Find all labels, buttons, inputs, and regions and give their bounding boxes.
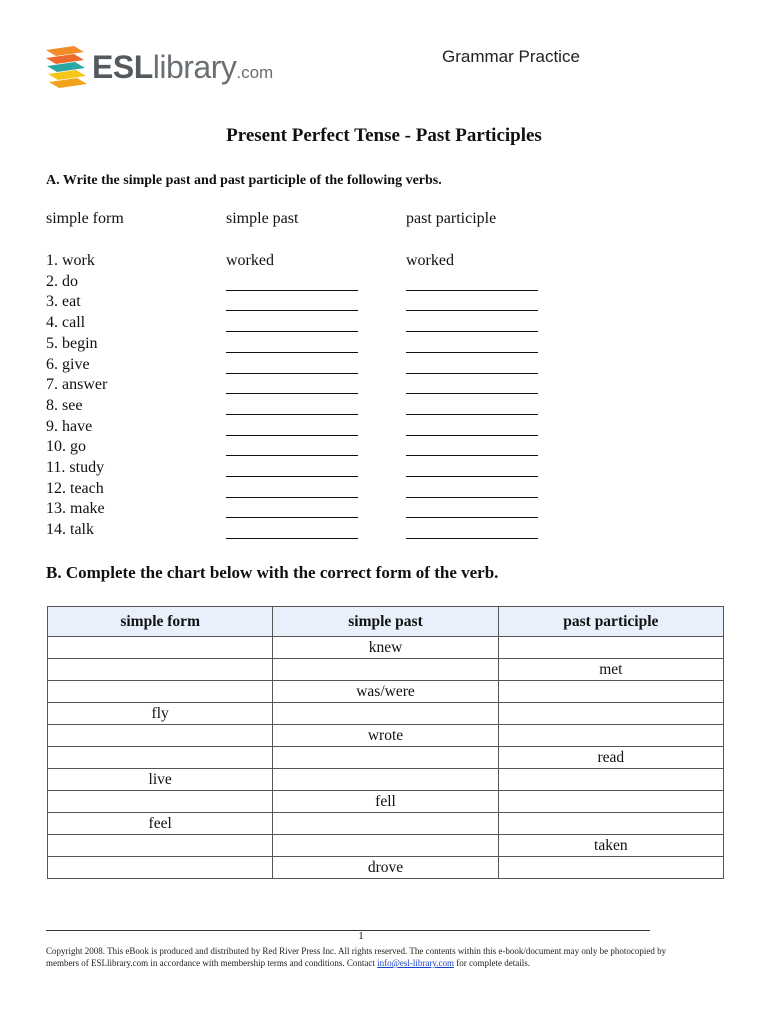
blank-simple-past[interactable]	[226, 310, 358, 311]
verb-item: 12. teach	[46, 479, 104, 497]
cell-simple-form[interactable]	[48, 747, 273, 769]
cell-simple-past: knew	[273, 637, 498, 659]
page-title: Present Perfect Tense - Past Participles	[226, 125, 542, 146]
cell-past-participle[interactable]	[498, 703, 723, 725]
blank-past-participle[interactable]	[406, 435, 538, 436]
blank-past-participle[interactable]	[406, 538, 538, 539]
blank-simple-past[interactable]	[226, 476, 358, 477]
cell-simple-form[interactable]	[48, 857, 273, 879]
verb-item: 5. begin	[46, 334, 98, 352]
table-row	[48, 703, 724, 725]
cell-past-participle: taken	[498, 835, 723, 857]
section-b-heading: B. Complete the chart below with the correct form of the verb.	[46, 563, 499, 582]
verb-item: 3. eat	[46, 293, 81, 311]
cell-past-participle[interactable]	[498, 725, 723, 747]
verb-item: 10. go	[46, 438, 86, 456]
verb-item: 6. give	[46, 355, 90, 373]
cell-simple-past[interactable]	[273, 703, 498, 725]
cell-simple-form[interactable]	[48, 681, 273, 703]
cell-simple-past[interactable]	[273, 659, 498, 681]
blank-past-participle[interactable]	[406, 455, 538, 456]
blank-simple-past[interactable]	[226, 497, 358, 498]
chart-header-past-participle: past participle	[498, 607, 723, 637]
verb-item: 14. talk	[46, 521, 94, 539]
cell-simple-past[interactable]	[273, 769, 498, 791]
verb-item: 11. study	[46, 459, 105, 476]
cell-past-participle[interactable]	[498, 791, 723, 813]
cell-past-participle: met	[498, 659, 723, 681]
cell-simple-form[interactable]	[48, 791, 273, 813]
cell-simple-form[interactable]	[48, 659, 273, 681]
blank-past-participle[interactable]	[406, 331, 538, 332]
copyright-text-end: for complete details.	[454, 958, 530, 968]
blank-simple-past[interactable]	[226, 373, 358, 374]
blank-past-participle[interactable]	[406, 310, 538, 311]
logo-wordmark	[92, 44, 273, 96]
copyright-text: Copyright 2008. This eBook is produced and distributed by Red River Press Inc. All rights reserved. The contents within this e-book/document may only be photocopied by members of ESLlibrary.com in accordance with membership terms and conditions. Contact	[46, 946, 667, 968]
verb-chart	[47, 606, 724, 879]
verb-item: 7. answer	[46, 376, 108, 394]
blank-simple-past[interactable]	[226, 455, 358, 456]
verb-item: 1. work	[46, 252, 95, 269]
table-row	[48, 769, 724, 791]
cell-simple-past: was/were	[273, 681, 498, 703]
col-past-participle: past participle	[406, 210, 497, 227]
blank-simple-past[interactable]	[226, 352, 358, 353]
blank-past-participle[interactable]	[406, 476, 538, 477]
verb-item: 2. do	[46, 272, 78, 290]
blank-simple-past[interactable]	[226, 538, 358, 539]
cell-simple-past: wrote	[273, 725, 498, 747]
answer-past-participle: worked	[406, 252, 454, 269]
table-row	[48, 835, 724, 857]
logo-books-icon	[44, 44, 92, 90]
blank-simple-past[interactable]	[226, 435, 358, 436]
cell-past-participle: read	[498, 747, 723, 769]
blank-simple-past[interactable]	[226, 331, 358, 332]
page-number: 1	[358, 930, 364, 942]
blank-past-participle[interactable]	[406, 414, 538, 415]
cell-simple-past: drove	[273, 857, 498, 879]
chart-header-simple-past: simple past	[273, 607, 498, 637]
verb-item: 8. see	[46, 396, 83, 414]
verb-item: 13. make	[46, 500, 105, 518]
logo-esl: ESL	[92, 49, 153, 85]
logo-library: library	[152, 49, 237, 85]
blank-simple-past[interactable]	[226, 517, 358, 518]
cell-simple-form[interactable]	[48, 725, 273, 747]
blank-simple-past[interactable]	[226, 414, 358, 415]
blank-simple-past[interactable]	[226, 393, 358, 394]
cell-simple-form: fly	[48, 703, 273, 725]
cell-simple-past[interactable]	[273, 747, 498, 769]
blank-past-participle[interactable]	[406, 290, 538, 291]
copyright-notice	[46, 945, 686, 969]
cell-past-participle[interactable]	[498, 637, 723, 659]
cell-simple-form: feel	[48, 813, 273, 835]
logo-com: .com	[236, 63, 274, 82]
cell-simple-form[interactable]	[48, 637, 273, 659]
blank-past-participle[interactable]	[406, 393, 538, 394]
table-row	[48, 857, 724, 879]
cell-past-participle[interactable]	[498, 769, 723, 791]
table-row	[48, 725, 724, 747]
cell-past-participle[interactable]	[498, 857, 723, 879]
col-simple-past: simple past	[226, 210, 299, 227]
verb-item: 9. have	[46, 417, 93, 435]
blank-simple-past[interactable]	[226, 290, 358, 291]
table-row	[48, 681, 724, 703]
cell-simple-form: live	[48, 769, 273, 791]
blank-past-participle[interactable]	[406, 497, 538, 498]
contact-email-link[interactable]: info@esl-library.com	[377, 958, 455, 968]
table-row	[48, 791, 724, 813]
table-row	[48, 747, 724, 769]
cell-simple-past[interactable]	[273, 835, 498, 857]
blank-past-participle[interactable]	[406, 517, 538, 518]
table-row	[48, 637, 724, 659]
blank-past-participle[interactable]	[406, 373, 538, 374]
table-row	[48, 813, 724, 835]
cell-simple-form[interactable]	[48, 835, 273, 857]
cell-simple-past: fell	[273, 791, 498, 813]
chart-header-simple-form: simple form	[48, 607, 273, 637]
table-row	[48, 659, 724, 681]
col-simple-form: simple form	[46, 210, 124, 227]
verb-item: 4. call	[46, 314, 86, 332]
blank-past-participle[interactable]	[406, 352, 538, 353]
answer-simple-past: worked	[226, 252, 274, 269]
cell-past-participle[interactable]	[498, 681, 723, 703]
section-a-heading: A. Write the simple past and past participle of the following verbs.	[46, 173, 442, 188]
cell-past-participle[interactable]	[498, 813, 723, 835]
cell-simple-past[interactable]	[273, 813, 498, 835]
header-tag: Grammar Practice	[442, 47, 580, 66]
